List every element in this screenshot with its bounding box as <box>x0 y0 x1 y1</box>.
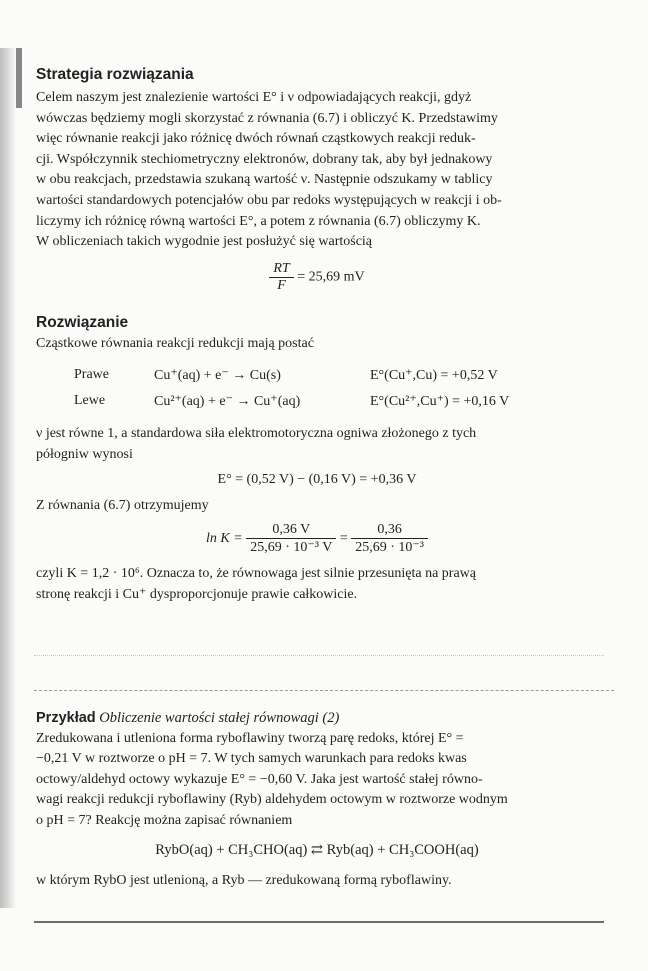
bottom-separator-line <box>34 921 604 924</box>
example-closing: w którym RybO jest utlenioną, a Ryb — zredukowaną formą ryboflawiny. <box>36 872 452 888</box>
lnk-denominator-2: 25,69 · 10⁻³ <box>355 540 424 556</box>
nu-line: półogniw wynosi <box>36 446 133 462</box>
lnk-equals: = <box>339 531 348 547</box>
lnk-numerator-2: 0,36 <box>351 522 428 539</box>
rt-fraction <box>269 261 293 294</box>
example-line: o pH = 7? Reakcję można zapisać równaniem <box>36 812 293 828</box>
example-line: Zredukowana i utleniona forma ryboflawiny tworzą parę redoks, której E° = <box>36 730 464 746</box>
strategy-line: W obliczeniach takich wygodnie jest posłużyć się wartością <box>36 234 373 250</box>
example-line: octowy/aldehyd octowy wykazuje E° = −0,60 V. Jaka jest wartość stałej równo- <box>36 771 483 787</box>
half-reaction-row <box>74 362 509 388</box>
example-block <box>36 708 598 891</box>
half-reactions-table <box>74 362 509 414</box>
half-reaction-side: Prawe <box>74 367 109 383</box>
separator-line-2 <box>34 690 614 692</box>
rt-value: = 25,69 mV <box>297 269 365 285</box>
rt-denominator: F <box>277 277 286 293</box>
strategy-line: więc równanie reakcji jako różnicę dwóch równań cząstkowych reakcji reduk- <box>36 131 476 147</box>
half-reaction-side: Lewe <box>74 393 106 409</box>
lnk-equation <box>36 522 598 556</box>
lnk-numerator-1: 0,36 V <box>246 522 336 539</box>
rt-equation <box>36 261 598 294</box>
example-line: −0,21 V w roztworze o pH = 7. W tych samych warunkach para redoks kwas <box>36 751 467 767</box>
example-line: wagi reakcji redukcji ryboflawiny (Ryb) aldehydem octowym w roztworze wodnym <box>36 792 508 808</box>
strategy-line: wówczas będziemy mogli skorzystać z równania (6.7) i obliczyć K. Przedstawimy <box>36 110 498 126</box>
strategy-line: Celem naszym jest znalezienie wartości E° i ν odpowiadających reakcji, gdyż <box>36 90 472 105</box>
content <box>36 60 598 605</box>
strategy-line: cji. Współczynnik stechiometryczny elektronów, dobrany tak, aby był jednakowy <box>36 151 493 167</box>
lnk-fraction-1 <box>246 522 336 556</box>
example-equation: RybO(aq) + CH₃CHO(aq) ⇄ Ryb(aq) + CH₃COOH(aq) <box>155 841 479 858</box>
nu-line: ν jest równe 1, a standardowa siła elektromotoryczna ogniwa złożonego z tych <box>36 426 477 442</box>
half-reaction-row <box>74 388 509 414</box>
example-title: Obliczenie wartości stałej równowagi (2) <box>99 710 340 726</box>
lnk-fraction-2 <box>351 522 428 556</box>
half-reaction-equation: Cu⁺(aq) + e⁻ → Cu(s) <box>154 367 281 383</box>
lnk-denominator-1: 25,69 · 10⁻³ V <box>250 540 333 556</box>
lnk-label: ln K = <box>206 531 243 547</box>
half-reaction-potential: E°(Cu⁺,Cu) = +0,52 V <box>370 367 498 383</box>
strategy-heading: Strategia rozwiązania <box>36 66 194 83</box>
strategy-line: liczymy ich różnicę równą wartości E°, a potem z równania (6.7) obliczymy K. <box>36 213 481 229</box>
strategy-text <box>36 88 598 253</box>
page-spine-mark <box>16 48 22 108</box>
half-reaction-equation: Cu²⁺(aq) + e⁻ → Cu⁺(aq) <box>154 393 301 409</box>
rt-numerator: RT <box>269 261 293 278</box>
emf-equation: E° = (0,52 V) − (0,16 V) = +0,36 V <box>217 471 417 487</box>
solution-heading: Rozwiązanie <box>36 313 129 331</box>
conclusion-line: czyli K = 1,2 · 10⁶. Oznacza to, że równowaga jest silnie przesunięta na prawą <box>36 566 476 582</box>
strategy-line: w obu reakcjach, przedstawia szukaną wartość ν. Następnie odszukamy w tablicy <box>36 172 493 188</box>
from-equation-text: Z równania (6.7) otrzymujemy <box>36 497 209 513</box>
half-reaction-potential: E°(Cu²⁺,Cu⁺) = +0,16 V <box>370 393 510 409</box>
example-title-line <box>36 708 598 729</box>
page-spine-shadow <box>0 48 16 908</box>
conclusion-line: stronę reakcji i Cu⁺ dysproporcjonuje prawie całkowicie. <box>36 586 358 602</box>
solution-intro: Cząstkowe równania reakcji redukcji mają postać <box>36 335 314 351</box>
separator-line-1 <box>34 655 604 657</box>
example-label: Przykład <box>36 710 96 726</box>
strategy-line: wartości standardowych potencjałów obu par redoks występujących w reakcji i ob- <box>36 192 502 208</box>
